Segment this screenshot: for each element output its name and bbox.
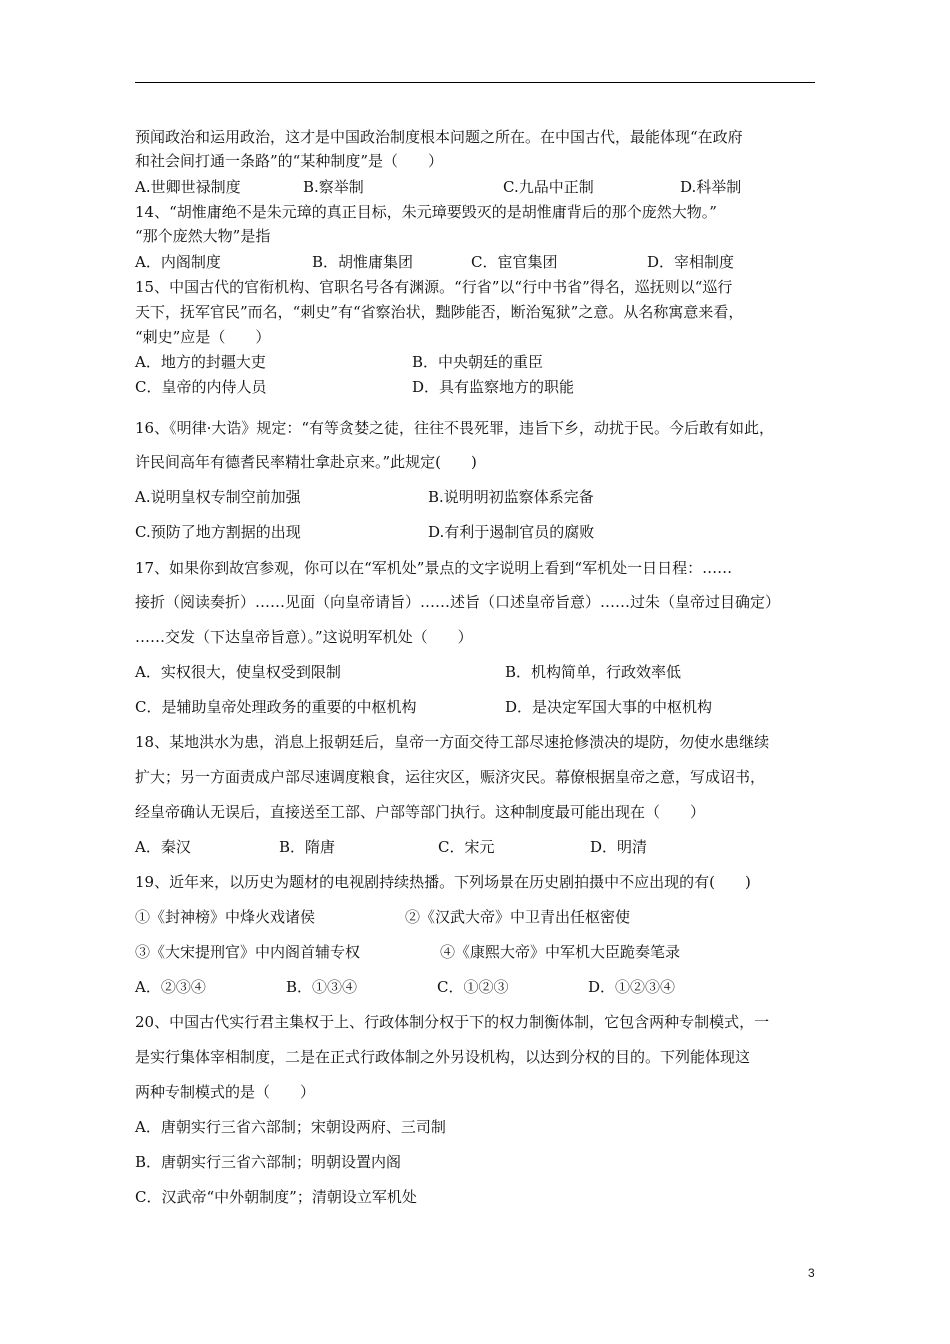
q19-option-c: C．①②③ [437, 978, 509, 996]
q19-option-d: D．①②③④ [588, 978, 676, 996]
q18-stem-1: 18、某地洪水为患，消息上报朝廷后，皇帝一方面交待工部尽速抢修溃决的堤防，勿使水患继续 [135, 733, 770, 751]
q13-option-a: A.世卿世禄制度 [135, 178, 241, 196]
q14-option-d: D．宰相制度 [647, 253, 735, 271]
q15-option-c: C．皇帝的内侍人员 [135, 378, 267, 396]
page-number: 3 [808, 1266, 815, 1280]
q16-stem-1: 16、《明律·大诰》规定：“有等贪婪之徒，往往不畏死罪，违旨下乡，动扰于民。今后敢有如此， [135, 419, 775, 437]
header-rule [135, 82, 815, 83]
q18-option-d: D．明清 [590, 838, 648, 856]
q15-option-d: D．具有监察地方的职能 [412, 378, 575, 396]
q19-item-4: ④《康熙大帝》中军机大臣跪奏笔录 [440, 943, 681, 961]
q15-stem-2: 天下，抚军官民”而名，“刺史”有“省察治状，黜陟能否，断治冤狱”之意。从名称寓意来看， [135, 303, 744, 321]
q13-option-b: B.察举制 [303, 178, 364, 196]
q18-option-b: B．隋唐 [279, 838, 336, 856]
q19-option-a: A．②③④ [135, 978, 206, 996]
q17-option-b: B．机构简单，行政效率低 [505, 663, 682, 681]
q19-stem-1: 19、近年来，以历史为题材的电视剧持续热播。下列场景在历史剧拍摄中不应出现的有( ) [135, 873, 751, 891]
q20-stem-3: 两种专制模式的是（ ） [135, 1083, 316, 1101]
q17-stem-1: 17、如果你到故宫参观，你可以在“军机处”景点的文字说明上看到“军机处一日日程：…… [135, 559, 733, 577]
q15-option-b: B．中央朝廷的重臣 [412, 353, 544, 371]
q19-item-1: ①《封神榜》中烽火戏诸侯 [135, 908, 316, 926]
q13-option-c: C.九品中正制 [503, 178, 594, 196]
q18-option-a: A．秦汉 [135, 838, 191, 856]
q20-option-c: C．汉武帝“中外朝制度”；清朝设立军机处 [135, 1188, 417, 1206]
q16-option-d: D.有利于遏制官员的腐败 [428, 523, 595, 541]
q14-option-c: C．宦官集团 [471, 253, 558, 271]
q20-stem-1: 20、中国古代实行君主集权于上、行政体制分权于下的权力制衡体制，它包含两种专制模式，一 [135, 1013, 770, 1031]
q13-option-d: D.科举制 [680, 178, 742, 196]
q17-option-a: A．实权很大，使皇权受到限制 [135, 663, 341, 681]
q16-stem-2: 许民间高年有德耆民率精壮拿赴京来。”此规定( ) [135, 453, 477, 471]
q16-option-a: A.说明皇权专制空前加强 [135, 488, 301, 506]
q19-item-2: ②《汉武大帝》中卫青出任枢密使 [405, 908, 631, 926]
intro-line-1: 预闻政治和运用政治，这才是中国政治制度根本问题之所在。在中国古代，最能体现“在政府 [135, 128, 743, 146]
q17-stem-3: ……交发（下达皇帝旨意）。”这说明军机处（ ） [135, 628, 473, 646]
intro-line-2: 和社会间打通一条路”的“某种制度”是（ ） [135, 152, 444, 170]
q19-item-3: ③《大宋提刑官》中内阁首辅专权 [135, 943, 361, 961]
q18-stem-3: 经皇帝确认无误后，直接送至工部、户部等部门执行。这种制度最可能出现在（ ） [135, 803, 706, 821]
q20-stem-2: 是实行集体宰相制度，二是在正式行政体制之外另设机构，以达到分权的目的。下列能体现这 [135, 1048, 751, 1066]
q15-stem-3: “刺史”应是（ ） [135, 328, 271, 346]
q16-option-b: B.说明明初监察体系完备 [428, 488, 594, 506]
q14-option-b: B．胡惟庸集团 [312, 253, 414, 271]
q20-option-a: A．唐朝实行三省六部制；宋朝设两府、三司制 [135, 1118, 446, 1136]
q18-stem-2: 扩大；另一方面责成户部尽速调度粮食，运往灾区，赈济灾民。幕僚根据皇帝之意，写成诏书， [135, 768, 766, 786]
q18-option-c: C．宋元 [438, 838, 495, 856]
q19-option-b: B．①③④ [286, 978, 358, 996]
q14-stem-2: “那个庞然大物”是指 [135, 227, 271, 245]
q14-option-a: A．内阁制度 [135, 253, 221, 271]
q15-stem-1: 15、中国古代的官衔机构、官职名号各有渊源。“行省”以“行中书省”得名，巡抚则以“巡行 [135, 278, 733, 296]
q17-option-c: C．是辅助皇帝处理政务的重要的中枢机构 [135, 698, 417, 716]
q17-stem-2: 接折（阅读奏折）……见面（向皇帝请旨）……述旨（口述皇帝旨意）……过朱（皇帝过目确定） [135, 593, 781, 611]
q14-stem-1: 14、“胡惟庸绝不是朱元璋的真正目标，朱元璋要毁灭的是胡惟庸背后的那个庞然大物。” [135, 203, 717, 221]
q17-option-d: D．是决定军国大事的中枢机构 [505, 698, 713, 716]
q16-option-c: C.预防了地方割据的出现 [135, 523, 301, 541]
q15-option-a: A．地方的封疆大吏 [135, 353, 266, 371]
q20-option-b: B．唐朝实行三省六部制；明朝设置内阁 [135, 1153, 402, 1171]
